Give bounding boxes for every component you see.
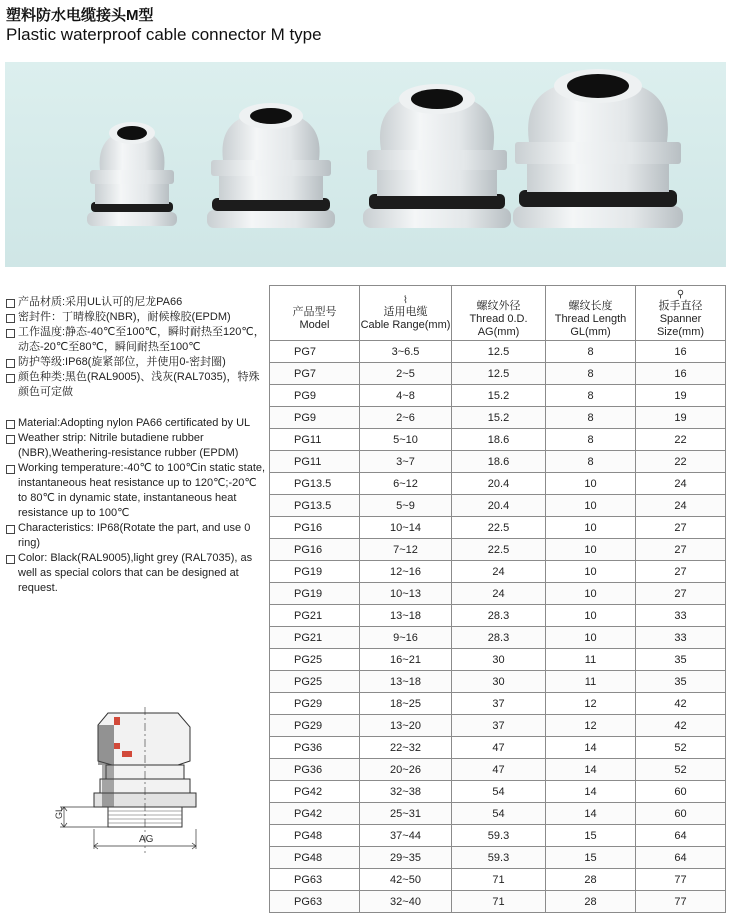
table-cell: 2~5 — [360, 363, 452, 385]
column-header-en: Spanner Size(mm) — [656, 312, 705, 338]
table-cell: 24 — [452, 583, 546, 605]
table-cell: 22 — [636, 429, 726, 451]
specs-cn-list — [6, 295, 268, 400]
table-row — [270, 627, 726, 649]
table-cell: 18.6 — [452, 429, 546, 451]
model-cell: PG11 — [270, 429, 360, 451]
table-cell: 42~50 — [360, 869, 452, 891]
model-cell: PG36 — [270, 737, 360, 759]
table-cell: 8 — [546, 407, 636, 429]
model-cell: PG25 — [270, 649, 360, 671]
table-cell: 13~20 — [360, 715, 452, 737]
product-photo — [5, 62, 726, 267]
table-cell: 28.3 — [452, 605, 546, 627]
column-header-cn: 螺纹外径 — [476, 299, 521, 312]
table-cell: 47 — [452, 759, 546, 781]
spec-table-container — [269, 285, 725, 913]
table-cell: 24 — [452, 561, 546, 583]
model-cell: PG42 — [270, 803, 360, 825]
table-cell: 8 — [546, 341, 636, 363]
gland-medium — [207, 103, 335, 228]
table-cell: 37 — [452, 693, 546, 715]
table-cell: 47 — [452, 737, 546, 759]
model-cell: PG7 — [270, 363, 360, 385]
table-cell: 27 — [636, 517, 726, 539]
table-cell: 54 — [452, 803, 546, 825]
table-body — [270, 341, 726, 913]
model-cell: PG36 — [270, 759, 360, 781]
table-row — [270, 451, 726, 473]
table-row — [270, 407, 726, 429]
table-cell: 28.3 — [452, 627, 546, 649]
table-cell: 64 — [636, 825, 726, 847]
table-cell: 8 — [546, 363, 636, 385]
model-cell: PG13.5 — [270, 473, 360, 495]
table-cell: 10 — [546, 539, 636, 561]
spec-table — [269, 285, 726, 913]
table-cell: 14 — [546, 781, 636, 803]
gland-xlarge — [513, 69, 683, 228]
table-cell: 7~12 — [360, 539, 452, 561]
table-cell: 10 — [546, 517, 636, 539]
table-cell: 13~18 — [360, 605, 452, 627]
column-header-cn: 适用电缆 — [383, 306, 428, 318]
table-cell: 11 — [546, 671, 636, 693]
table-cell: 54 — [452, 781, 546, 803]
dimension-ag-label: AG — [139, 834, 154, 845]
table-cell: 77 — [636, 869, 726, 891]
table-cell: 28 — [546, 869, 636, 891]
table-cell: 77 — [636, 891, 726, 913]
model-cell: PG21 — [270, 605, 360, 627]
dimension-gl-label: GL — [54, 806, 64, 819]
table-row — [270, 693, 726, 715]
table-row — [270, 781, 726, 803]
spec-en-item: Characteristics: IP68(Rotate the part, and use 0 ring) — [6, 521, 268, 551]
table-cell: 12 — [546, 693, 636, 715]
table-cell: 4~8 — [360, 385, 452, 407]
gland-large — [363, 84, 511, 228]
table-cell: 14 — [546, 759, 636, 781]
table-cell: 25~31 — [360, 803, 452, 825]
column-header — [452, 286, 546, 341]
model-cell: PG42 — [270, 781, 360, 803]
table-cell: 18~25 — [360, 693, 452, 715]
model-cell: PG29 — [270, 715, 360, 737]
table-cell: 28 — [546, 891, 636, 913]
table-cell: 19 — [636, 385, 726, 407]
table-cell: 3~7 — [360, 451, 452, 473]
table-cell: 42 — [636, 693, 726, 715]
table-cell: 12 — [546, 715, 636, 737]
model-cell: PG11 — [270, 451, 360, 473]
table-cell: 35 — [636, 649, 726, 671]
table-cell: 27 — [636, 561, 726, 583]
table-cell: 29~35 — [360, 847, 452, 869]
model-cell: PG21 — [270, 627, 360, 649]
technical-drawing — [50, 703, 220, 858]
column-header — [360, 286, 452, 341]
column-header-cn: 产品型号 — [292, 306, 337, 318]
table-cell: 60 — [636, 803, 726, 825]
table-cell: 5~9 — [360, 495, 452, 517]
table-row — [270, 363, 726, 385]
cross-section-drawing — [50, 703, 220, 858]
table-cell: 22~32 — [360, 737, 452, 759]
model-cell: PG9 — [270, 407, 360, 429]
header-spacer — [452, 288, 545, 300]
table-cell: 16~21 — [360, 649, 452, 671]
table-cell: 10 — [546, 561, 636, 583]
table-cell: 12.5 — [452, 363, 546, 385]
table-cell: 30 — [452, 649, 546, 671]
spec-cn-item: 颜色种类:黑色(RAL9005)、浅灰(RAL7035)，特殊颜色可定做 — [6, 370, 268, 400]
spec-cn-item: 产品材质:采用UL认可的尼龙PA66 — [6, 295, 268, 310]
table-cell: 22 — [636, 451, 726, 473]
header-spacer — [270, 294, 359, 306]
spec-en-item: Color: Black(RAL9005),light grey (RAL7035), as well as special colors that can be designed at request. — [6, 551, 268, 596]
table-row — [270, 539, 726, 561]
table-row — [270, 803, 726, 825]
header-spacer — [546, 288, 635, 300]
table-cell: 15.2 — [452, 407, 546, 429]
table-cell: 9~16 — [360, 627, 452, 649]
table-cell: 16 — [636, 363, 726, 385]
table-row — [270, 649, 726, 671]
model-cell: PG63 — [270, 891, 360, 913]
column-header-en: Thread 0.D. AG(mm) — [469, 312, 528, 338]
table-cell: 20.4 — [452, 473, 546, 495]
table-cell: 59.3 — [452, 825, 546, 847]
table-row — [270, 385, 726, 407]
table-cell: 32~38 — [360, 781, 452, 803]
table-cell: 52 — [636, 737, 726, 759]
table-cell: 37~44 — [360, 825, 452, 847]
table-row — [270, 473, 726, 495]
model-cell: PG19 — [270, 583, 360, 605]
table-row — [270, 341, 726, 363]
table-cell: 13~18 — [360, 671, 452, 693]
spec-en-item: Working temperature:-40℃ to 100℃in static state, instantaneous heat resistance up to 120℃;-20℃ to 80℃ in dynamic state, instantaneous heat resistance up to 100℃ — [6, 461, 268, 521]
table-cell: 33 — [636, 627, 726, 649]
model-cell: PG48 — [270, 825, 360, 847]
table-cell: 5~10 — [360, 429, 452, 451]
table-cell: 59.3 — [452, 847, 546, 869]
table-cell: 10~13 — [360, 583, 452, 605]
table-cell: 15 — [546, 847, 636, 869]
table-cell: 8 — [546, 451, 636, 473]
table-cell: 60 — [636, 781, 726, 803]
table-row — [270, 671, 726, 693]
table-row — [270, 847, 726, 869]
table-row — [270, 737, 726, 759]
table-cell: 30 — [452, 671, 546, 693]
table-cell: 19 — [636, 407, 726, 429]
column-header-cn: 扳手直径 — [658, 299, 703, 312]
table-row — [270, 605, 726, 627]
table-row — [270, 429, 726, 451]
column-header — [636, 286, 726, 341]
table-cell: 16 — [636, 341, 726, 363]
table-cell: 71 — [452, 891, 546, 913]
title-cn: 塑料防水电缆接头M型 — [6, 7, 154, 24]
model-cell: PG13.5 — [270, 495, 360, 517]
spec-en-item: Material:Adopting nylon PA66 certificated by UL — [6, 416, 268, 431]
table-row — [270, 495, 726, 517]
table-cell: 20~26 — [360, 759, 452, 781]
table-cell: 35 — [636, 671, 726, 693]
table-cell: 8 — [546, 385, 636, 407]
specifications — [6, 295, 268, 596]
table-cell: 14 — [546, 737, 636, 759]
table-cell: 24 — [636, 473, 726, 495]
table-row — [270, 561, 726, 583]
table-cell: 2~6 — [360, 407, 452, 429]
column-header — [546, 286, 636, 341]
column-header-cn: 螺纹长度 — [568, 299, 613, 312]
spec-en-item: Weather strip: Nitrile butadiene rubber (NBR),Weathering-resistance rubber (EPDM) — [6, 431, 268, 461]
table-row — [270, 825, 726, 847]
model-cell: PG16 — [270, 539, 360, 561]
model-cell: PG29 — [270, 693, 360, 715]
model-cell: PG48 — [270, 847, 360, 869]
column-header — [270, 286, 360, 341]
column-header-en: Cable Range(mm) — [360, 319, 451, 331]
model-cell: PG7 — [270, 341, 360, 363]
table-cell: 6~12 — [360, 473, 452, 495]
table-cell: 15.2 — [452, 385, 546, 407]
table-cell: 42 — [636, 715, 726, 737]
table-cell: 11 — [546, 649, 636, 671]
table-cell: 10~14 — [360, 517, 452, 539]
table-row — [270, 759, 726, 781]
table-row — [270, 891, 726, 913]
table-cell: 8 — [546, 429, 636, 451]
table-cell: 27 — [636, 583, 726, 605]
cable-icon: ⌇ — [403, 295, 408, 306]
spanner-icon: ⚲ — [676, 288, 685, 300]
table-cell: 71 — [452, 869, 546, 891]
column-header-en: Model — [299, 319, 330, 331]
title-en: Plastic waterproof cable connector M type — [6, 25, 322, 44]
table-cell: 22.5 — [452, 517, 546, 539]
table-cell: 10 — [546, 627, 636, 649]
spec-cn-item: 工作温度:静态-40℃至100℃，瞬时耐热至120℃，动态-20℃至80℃，瞬间耐热至100℃ — [6, 325, 268, 355]
table-cell: 10 — [546, 495, 636, 517]
table-row — [270, 715, 726, 737]
table-cell: 37 — [452, 715, 546, 737]
table-cell: 32~40 — [360, 891, 452, 913]
specs-en-list — [6, 416, 268, 596]
model-cell: PG63 — [270, 869, 360, 891]
model-cell: PG19 — [270, 561, 360, 583]
table-cell: 20.4 — [452, 495, 546, 517]
table-cell: 10 — [546, 583, 636, 605]
table-cell: 27 — [636, 539, 726, 561]
table-cell: 18.6 — [452, 451, 546, 473]
model-cell: PG16 — [270, 517, 360, 539]
table-row — [270, 583, 726, 605]
table-cell: 24 — [636, 495, 726, 517]
cable-glands-illustration — [5, 62, 726, 267]
table-cell: 14 — [546, 803, 636, 825]
table-cell: 12.5 — [452, 341, 546, 363]
table-cell: 52 — [636, 759, 726, 781]
table-row — [270, 869, 726, 891]
table-cell: 22.5 — [452, 539, 546, 561]
model-cell: PG25 — [270, 671, 360, 693]
model-cell: PG9 — [270, 385, 360, 407]
column-header-en: Thread Length GL(mm) — [554, 312, 627, 338]
table-cell: 10 — [546, 473, 636, 495]
gland-small — [87, 122, 177, 226]
table-cell: 64 — [636, 847, 726, 869]
table-row — [270, 517, 726, 539]
spec-cn-item: 密封件：丁晴橡胶(NBR)，耐候橡胶(EPDM) — [6, 310, 268, 325]
table-cell: 10 — [546, 605, 636, 627]
spec-cn-item: 防护等级:IP68(旋紧部位，并使用0-密封圈) — [6, 355, 268, 370]
table-cell: 15 — [546, 825, 636, 847]
table-cell: 33 — [636, 605, 726, 627]
table-header-row — [270, 286, 726, 341]
table-cell: 3~6.5 — [360, 341, 452, 363]
table-cell: 12~16 — [360, 561, 452, 583]
